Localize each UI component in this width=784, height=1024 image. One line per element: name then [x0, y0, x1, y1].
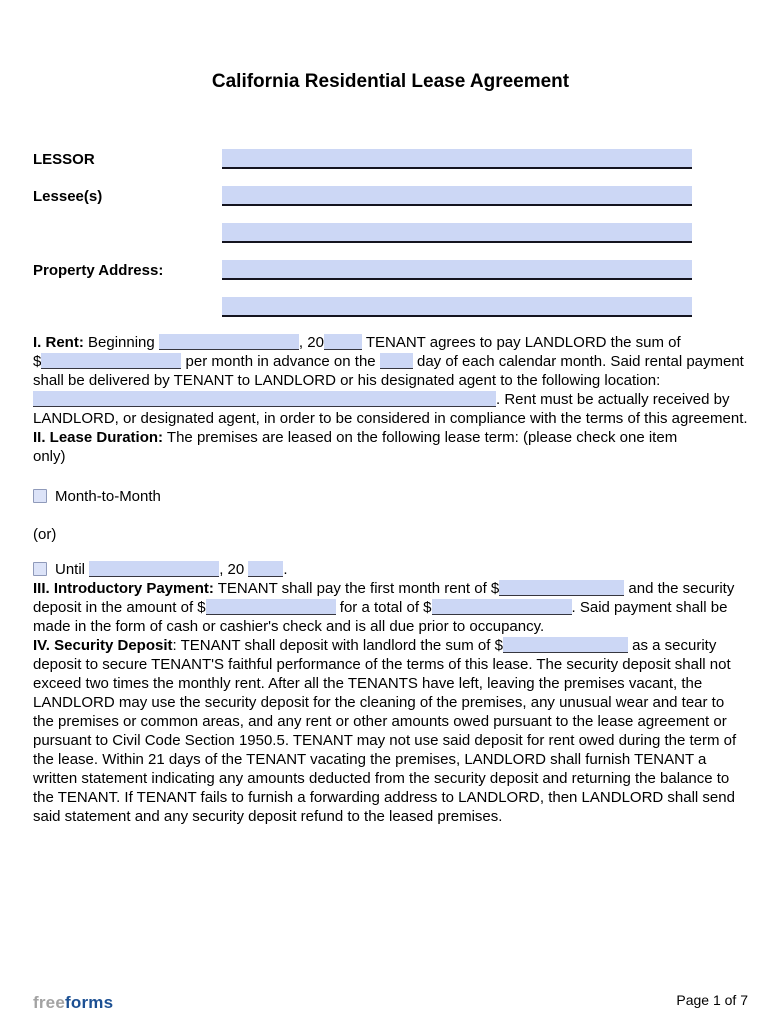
logo-text-forms: forms	[65, 993, 114, 1012]
lessor-label: LESSOR	[33, 150, 95, 168]
security-deposit-amount-blank[interactable]	[206, 599, 336, 615]
month-to-month-checkbox[interactable]	[33, 489, 47, 503]
rent-start-date-blank[interactable]	[159, 334, 299, 350]
until-option	[33, 560, 748, 579]
or-label: (or)	[33, 526, 57, 543]
first-month-rent-blank[interactable]	[499, 580, 624, 596]
lease-duration-text: The premises are leased on the following lease term: (please check one item	[163, 429, 678, 446]
page-title: California Residential Lease Agreement	[211, 71, 570, 92]
section-introductory-payment	[33, 579, 748, 636]
month-to-month-option	[33, 487, 748, 506]
until-year-blank[interactable]	[248, 561, 283, 577]
intro-payment-text: TENANT shall pay the first month rent of	[213, 580, 491, 597]
until-year-text: , 20	[219, 561, 249, 578]
section-lease-duration-heading: II. Lease Duration:	[33, 429, 164, 446]
security-deposit-sum-blank[interactable]	[503, 637, 628, 653]
dollar-sign: $	[197, 599, 206, 616]
section-security-deposit	[33, 636, 748, 826]
until-label: Until	[55, 561, 90, 578]
intro-payment-text: . Said payment shall be made in the form of cash or cashier's check and is all due prior to occupancy.	[33, 599, 728, 635]
rent-start-year-blank[interactable]	[324, 334, 362, 350]
total-amount-blank[interactable]	[432, 599, 572, 615]
property-address-label: Property Address:	[33, 261, 164, 279]
section-rent-heading: I. Rent:	[33, 334, 84, 351]
security-deposit-text: as a security deposit to secure TENANT'S faithful performance of the terms of this lease. The security deposit shall not exceed two times the monthly rent. After all the TENANTS have left, leaving the premises vacant, the LANDLORD may use the security deposit for the cleaning of the premises, any unusual wear and tear to the premises or common areas, and any rent or other amounts owed pursuant to the lease agreement or pursuant to Civil Code Section 1950.5. TENANT may not use said deposit for rent owed during the term of the lease. Within 21 days of the TENANT vacating the premises, LANDLORD shall furnish TENANT a written statement indicating any amounts deducted from the security deposit and returning the balance to the TENANT. If TENANT fails to furnish a forwarding address to LANDLORD, then LANDLORD shall send said statement and any security deposit refund to the leased premises.	[33, 637, 737, 825]
property-address-input-2[interactable]	[222, 297, 692, 317]
party-fields	[33, 148, 748, 318]
rent-amount-blank[interactable]	[41, 353, 181, 369]
property-address-row-2	[33, 296, 748, 318]
section-rent	[33, 333, 748, 428]
until-period: .	[283, 561, 288, 578]
property-address-input[interactable]	[222, 260, 692, 280]
section-introductory-payment-heading: III. Introductory Payment:	[33, 580, 214, 597]
rent-text: TENANT agrees to pay LANDLORD the sum of	[361, 334, 681, 351]
page-number: Page 1 of 7	[676, 992, 748, 1008]
lease-duration-text: only)	[33, 448, 66, 465]
lessee-row-2	[33, 222, 748, 244]
lessor-input[interactable]	[222, 149, 692, 169]
rent-payment-location-blank[interactable]	[33, 391, 496, 407]
dollar-sign: $	[490, 580, 500, 597]
rent-text: Beginning	[83, 334, 159, 351]
rent-text: , 20	[298, 334, 324, 351]
freeforms-logo	[33, 993, 113, 1012]
section-lease-duration	[33, 428, 748, 466]
lessee-input[interactable]	[222, 186, 692, 206]
dollar-sign: $	[423, 599, 432, 616]
month-to-month-label: Month-to-Month	[55, 488, 161, 505]
property-address-row	[33, 259, 748, 281]
rent-text: day of each calendar month. Said rental payment shall be delivered by TENANT to LANDLORD or his designated agent to the following location:	[33, 353, 744, 389]
until-checkbox[interactable]	[33, 562, 47, 576]
until-date-blank[interactable]	[89, 561, 219, 577]
dollar-sign: $	[33, 353, 42, 370]
rent-due-day-blank[interactable]	[380, 353, 413, 369]
intro-payment-text: for a total of	[335, 599, 424, 616]
logo-text-free: free	[33, 993, 65, 1012]
intro-payment-text: and the security deposit in the amount of	[33, 580, 735, 616]
security-deposit-text: : TENANT shall deposit with landlord the sum of	[172, 637, 495, 654]
rent-text: . Rent must be actually received by LANDLORD, or designated agent, in order to be considered in compliance with the terms of this agreement.	[33, 391, 748, 427]
lessor-row	[33, 148, 748, 170]
lessee-input-2[interactable]	[222, 223, 692, 243]
lessee-label: Lessee(s)	[33, 187, 103, 205]
dollar-sign: $	[494, 637, 503, 654]
rent-text: per month in advance on the	[181, 353, 380, 370]
section-security-deposit-heading: IV. Security Deposit	[33, 637, 173, 654]
lessee-row	[33, 185, 748, 207]
